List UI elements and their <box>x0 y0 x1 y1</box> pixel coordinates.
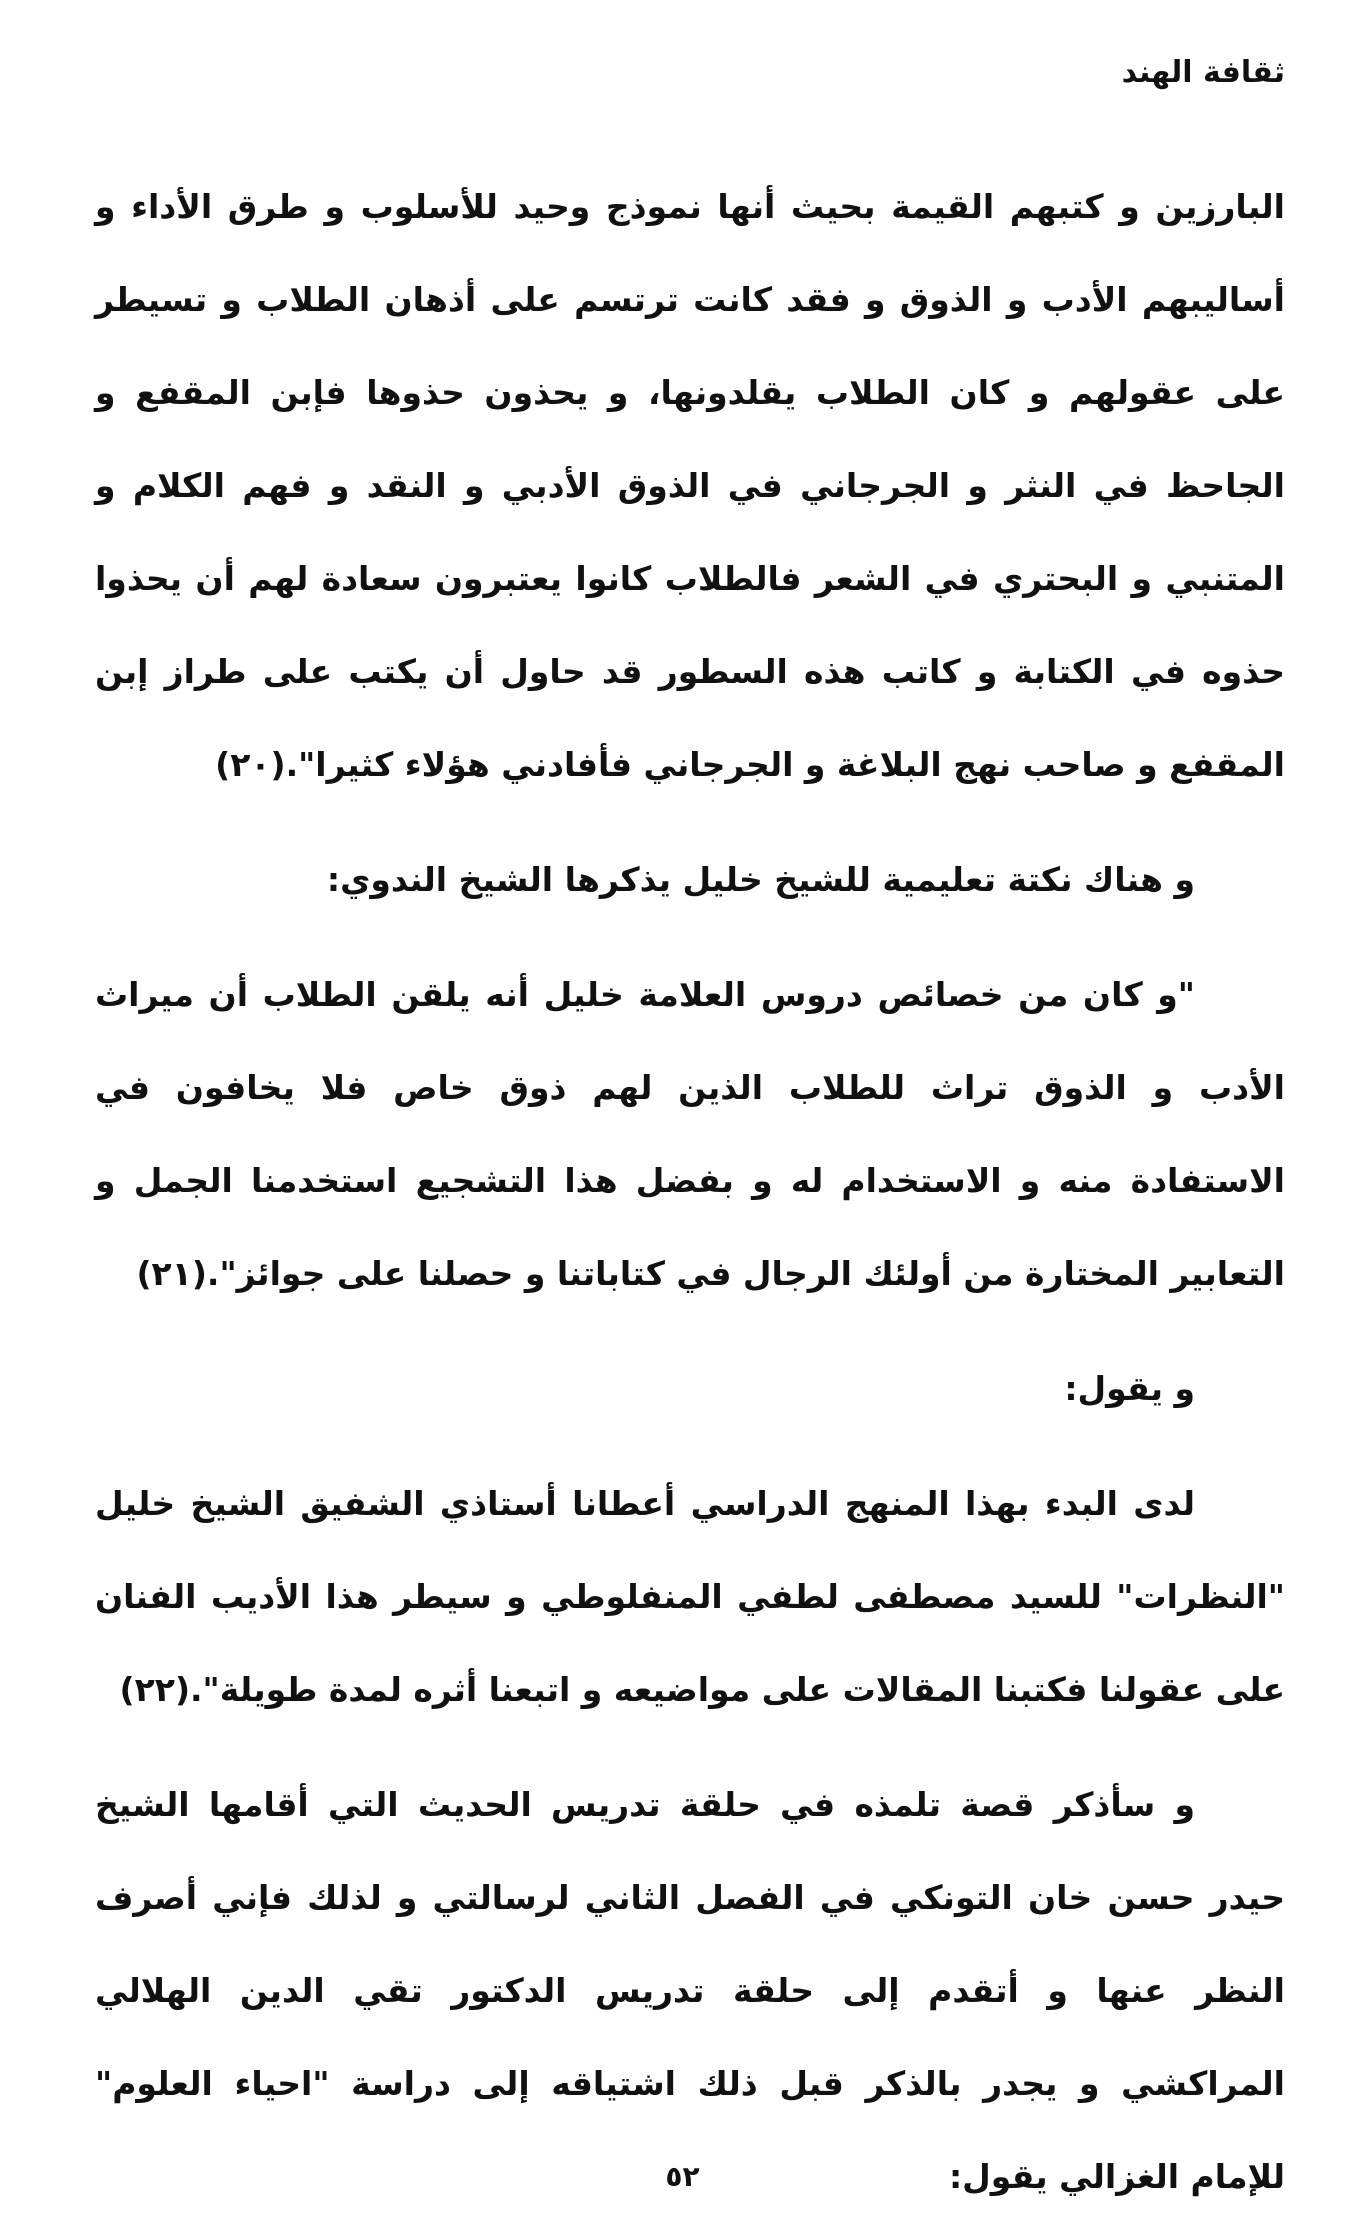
paragraph-intro-anecdote: و هناك نكتة تعليمية للشيخ خليل يذكرها الشيخ الندوي: <box>326 860 1195 899</box>
page-number: ٥٢ <box>665 2160 700 2193</box>
paragraph-hadith-circle: و سأذكر قصة تلمذه في حلقة تدريس الحديث التي أقامها الشيخ حيدر حسن خان التونكي في الفصل الثاني لرسالتي و لذلك فإني أصرف النظر عنها و أتقدم إلى حلقة تدريس الدكتور تقي الدين الهلالي المراكشي و يجدر بالذكر قبل ذلك اشتياقه إلى دراسة "احياء العلوم" للإمام الغزالي يقول: <box>95 1785 1285 2196</box>
paragraph-says: و يقول: <box>1064 1369 1195 1408</box>
paragraph-continuation: البارزين و كتبهم القيمة بحيث أنها نموذج وحيد للأسلوب و طرق الأداء و أساليبهم الأدب و الذوق و فقد كانت ترتسم على أذهان الطلاب و تسيطر على عقولهم و كان الطلاب يقلدونها، و يحذون حذوها فإبن المقفع و الجاحظ في النثر و الجرجاني في الذوق الأدبي و النقد و فهم الكلام و المتنبي و البحتري في الشعر فالطلاب كانوا يعتبرون سعادة لهم أن يحذوا حذوه في الكتابة و كاتب هذه السطور قد حاول أن يكتب على طراز إبن المقفع و صاحب نهج البلاغة و الجرجاني فأفادني هؤلاء كثيرا".(٢٠) <box>95 187 1285 784</box>
body-text <box>95 160 1285 2223</box>
paragraph-gap <box>95 811 1285 833</box>
paragraph-quote-22: لدى البدء بهذا المنهج الدراسي أعطانا أستاذي الشفيق الشيخ خليل "النظرات" للسيد مصطفى لطفي المنفلوطي و سيطر هذا الأديب الفنان على عقولنا فكتبنا المقالات على مواضيعه و اتبعنا أثره لمدة طويلة".(٢٢) <box>95 1484 1285 1709</box>
paragraph-gap <box>95 1320 1285 1342</box>
paragraph-quote-21: "و كان من خصائص دروس العلامة خليل أنه يلقن الطلاب أن ميراث الأدب و الذوق تراث للطلاب الذين لهم ذوق خاص فلا يخافون في الاستفادة منه و الاستخدام له و بفضل هذا التشجيع استخدمنا الجمل و التعابير المختارة من أولئك الرجال في كتاباتنا و حصلنا على جوائز".(٢١) <box>95 975 1285 1293</box>
paragraph-gap <box>95 1435 1285 1457</box>
running-header: ثقافة الهند <box>1121 55 1285 90</box>
paragraph-gap <box>95 1736 1285 1758</box>
paragraph-gap <box>95 926 1285 948</box>
